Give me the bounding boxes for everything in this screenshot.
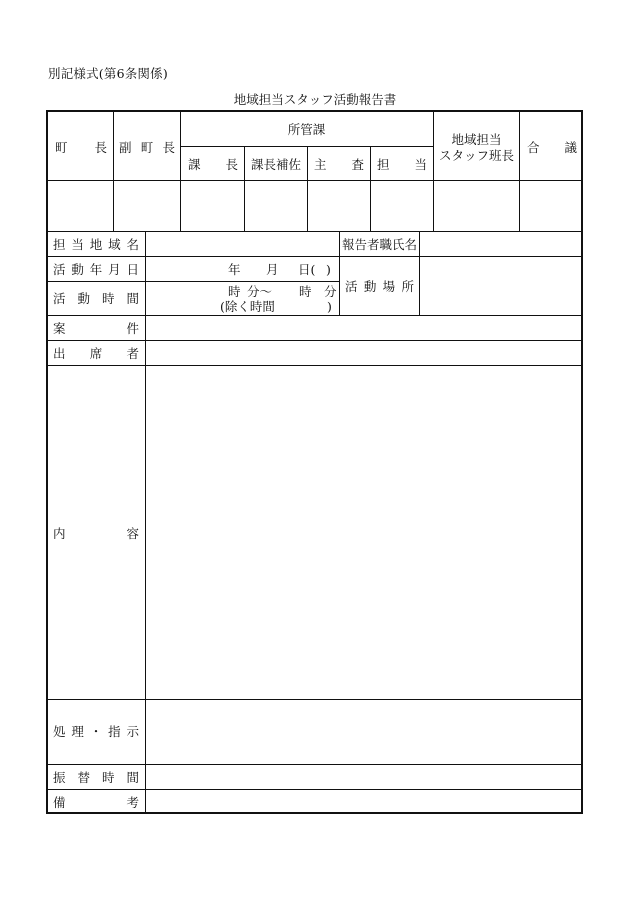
stamp-box-staff[interactable] xyxy=(371,181,433,231)
leader-label-line2: スタッフ班長 xyxy=(438,148,514,163)
area-value-field[interactable] xyxy=(146,232,339,256)
stamp-box-leader[interactable] xyxy=(434,181,519,231)
stamp-box-supervisor[interactable] xyxy=(308,181,370,231)
date-day-unit: 日( xyxy=(298,262,316,277)
area-label: 担 当 地 域 名 xyxy=(53,237,139,252)
handling-field[interactable] xyxy=(146,700,582,764)
activity-date-label: 活 動 年 月 日 xyxy=(53,262,139,277)
deputy-mayor-label: 副 町 長 xyxy=(119,140,175,155)
activity-time-label: 活 動 時 間 xyxy=(53,291,139,306)
remarks-field[interactable] xyxy=(146,790,582,813)
handling-label: 処 理 ・ 指 示 xyxy=(53,724,139,739)
council-label: 合 議 xyxy=(527,140,577,155)
remarks-label: 備 考 xyxy=(53,795,139,810)
content-field[interactable] xyxy=(146,366,582,699)
reporter-label: 報告者職氏名 xyxy=(341,237,417,252)
time-end-hour-unit: 時 xyxy=(299,284,312,299)
section-chief-label: 課 長 xyxy=(188,157,238,172)
substitute-time-label: 振 替 時 間 xyxy=(53,770,139,785)
stamp-box-town-mayor[interactable] xyxy=(48,181,113,231)
stamp-box-assistant-chief[interactable] xyxy=(245,181,307,231)
time-end-minute-unit: 分 xyxy=(324,284,337,299)
stamp-box-section-chief[interactable] xyxy=(181,181,244,231)
subject-field[interactable] xyxy=(146,316,582,340)
reporter-value-field[interactable] xyxy=(420,232,582,256)
substitute-time-field[interactable] xyxy=(146,765,582,789)
time-start-minute-unit: 分〜 xyxy=(247,284,273,299)
assistant-chief-label: 課長補佐 xyxy=(250,157,301,172)
staff-label: 担 当 xyxy=(377,157,427,172)
department-header: 所管課 xyxy=(287,122,326,137)
activity-time-field[interactable] xyxy=(146,282,339,315)
activity-date-field[interactable] xyxy=(146,257,339,281)
stamp-box-council[interactable] xyxy=(520,181,582,231)
date-year-unit: 年 xyxy=(228,262,241,277)
town-mayor-label: 町 長 xyxy=(55,140,107,155)
activity-place-label: 活 動 場 所 xyxy=(345,279,414,294)
form-reference: 別記様式(第6条関係) xyxy=(48,66,168,81)
subject-label: 案 件 xyxy=(53,321,139,336)
supervisor-label: 主 査 xyxy=(314,157,364,172)
date-weekday-close: ) xyxy=(326,262,331,277)
excluded-time-close: ) xyxy=(327,299,332,314)
time-start-hour-unit: 時 xyxy=(228,284,241,299)
excluded-time-open: (除く時間 xyxy=(220,299,275,314)
document-title: 地域担当スタッフ活動報告書 xyxy=(233,92,397,107)
leader-label-line1: 地域担当 xyxy=(451,132,502,147)
activity-place-field[interactable] xyxy=(420,257,582,315)
attendees-label: 出 席 者 xyxy=(53,346,139,361)
content-label: 内 容 xyxy=(53,526,139,541)
attendees-field[interactable] xyxy=(146,341,582,365)
stamp-box-deputy-mayor[interactable] xyxy=(114,181,180,231)
date-month-unit: 月 xyxy=(266,262,279,277)
